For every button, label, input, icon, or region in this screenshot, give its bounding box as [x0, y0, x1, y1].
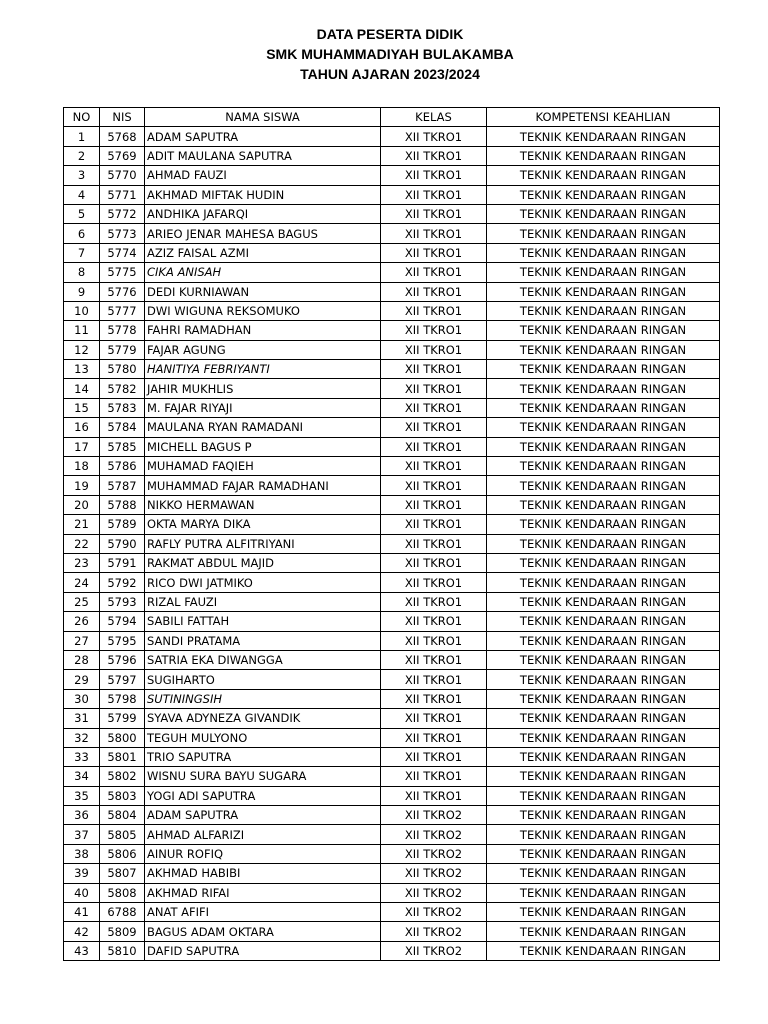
table-row	[64, 263, 720, 282]
cell-kompetensi-keahlian: TEKNIK KENDARAAN RINGAN	[487, 263, 720, 282]
cell-nis: 5785	[100, 437, 145, 456]
cell-kelas: XII TKRO1	[381, 747, 487, 766]
cell-no: 18	[64, 457, 100, 476]
cell-nis: 5780	[100, 360, 145, 379]
cell-nis: 5770	[100, 166, 145, 185]
cell-nis: 5798	[100, 689, 145, 708]
cell-kelas: XII TKRO1	[381, 301, 487, 320]
cell-nis: 5810	[100, 941, 145, 960]
table-row	[64, 806, 720, 825]
cell-kompetensi-keahlian: TEKNIK KENDARAAN RINGAN	[487, 146, 720, 165]
cell-no: 34	[64, 767, 100, 786]
cell-kelas: XII TKRO1	[381, 573, 487, 592]
cell-nis: 5808	[100, 883, 145, 902]
cell-no: 13	[64, 360, 100, 379]
cell-kelas: XII TKRO1	[381, 340, 487, 359]
cell-kompetensi-keahlian: TEKNIK KENDARAAN RINGAN	[487, 650, 720, 669]
cell-kompetensi-keahlian: TEKNIK KENDARAAN RINGAN	[487, 592, 720, 611]
cell-no: 21	[64, 515, 100, 534]
cell-no: 14	[64, 379, 100, 398]
cell-no: 15	[64, 398, 100, 417]
cell-nama-siswa: AKHMAD MIFTAK HUDIN	[145, 185, 381, 204]
cell-no: 23	[64, 553, 100, 572]
cell-kelas: XII TKRO1	[381, 553, 487, 572]
table-row	[64, 903, 720, 922]
cell-nis: 5791	[100, 553, 145, 572]
cell-no: 5	[64, 204, 100, 223]
table-row	[64, 457, 720, 476]
table-row	[64, 476, 720, 495]
table-row	[64, 282, 720, 301]
cell-nama-siswa: ANAT AFIFI	[145, 903, 381, 922]
cell-kelas: XII TKRO1	[381, 534, 487, 553]
table-row	[64, 631, 720, 650]
cell-kelas: XII TKRO2	[381, 825, 487, 844]
cell-nama-siswa: ADIT MAULANA SAPUTRA	[145, 146, 381, 165]
cell-kompetensi-keahlian: TEKNIK KENDARAAN RINGAN	[487, 747, 720, 766]
cell-kelas: XII TKRO1	[381, 379, 487, 398]
document-heading	[0, 24, 768, 84]
cell-kompetensi-keahlian: TEKNIK KENDARAAN RINGAN	[487, 495, 720, 514]
cell-nama-siswa: ANDHIKA JAFARQI	[145, 204, 381, 223]
cell-kompetensi-keahlian: TEKNIK KENDARAAN RINGAN	[487, 903, 720, 922]
cell-no: 10	[64, 301, 100, 320]
cell-no: 2	[64, 146, 100, 165]
cell-kompetensi-keahlian: TEKNIK KENDARAAN RINGAN	[487, 864, 720, 883]
table-header-row	[64, 108, 720, 127]
cell-nis: 5784	[100, 418, 145, 437]
table-row	[64, 553, 720, 572]
academic-year: TAHUN AJARAN 2023/2024	[300, 66, 480, 82]
table-row	[64, 767, 720, 786]
cell-no: 4	[64, 185, 100, 204]
cell-kelas: XII TKRO2	[381, 864, 487, 883]
cell-nis: 5793	[100, 592, 145, 611]
cell-nama-siswa: AHMAD ALFARIZI	[145, 825, 381, 844]
cell-nis: 5806	[100, 844, 145, 863]
cell-kelas: XII TKRO1	[381, 437, 487, 456]
cell-kelas: XII TKRO1	[381, 360, 487, 379]
cell-kelas: XII TKRO1	[381, 398, 487, 417]
cell-kompetensi-keahlian: TEKNIK KENDARAAN RINGAN	[487, 185, 720, 204]
cell-nama-siswa: ADAM SAPUTRA	[145, 806, 381, 825]
cell-nis: 5787	[100, 476, 145, 495]
cell-kelas: XII TKRO2	[381, 922, 487, 941]
cell-nama-siswa: AKHMAD HABIBI	[145, 864, 381, 883]
cell-nis: 5805	[100, 825, 145, 844]
table-row	[64, 825, 720, 844]
cell-kompetensi-keahlian: TEKNIK KENDARAAN RINGAN	[487, 301, 720, 320]
cell-nis: 5794	[100, 612, 145, 631]
cell-kelas: XII TKRO1	[381, 263, 487, 282]
cell-kompetensi-keahlian: TEKNIK KENDARAAN RINGAN	[487, 476, 720, 495]
cell-nis: 5802	[100, 767, 145, 786]
cell-nis: 5771	[100, 185, 145, 204]
table-row	[64, 728, 720, 747]
cell-nis: 5800	[100, 728, 145, 747]
cell-nis: 5789	[100, 515, 145, 534]
cell-no: 29	[64, 670, 100, 689]
cell-nama-siswa: SYAVA ADYNEZA GIVANDIK	[145, 709, 381, 728]
cell-nama-siswa: RAFLY PUTRA ALFITRIYANI	[145, 534, 381, 553]
cell-kelas: XII TKRO1	[381, 728, 487, 747]
table-row	[64, 747, 720, 766]
cell-nama-siswa: YOGI ADI SAPUTRA	[145, 786, 381, 805]
cell-no: 3	[64, 166, 100, 185]
cell-kompetensi-keahlian: TEKNIK KENDARAAN RINGAN	[487, 631, 720, 650]
cell-kompetensi-keahlian: TEKNIK KENDARAAN RINGAN	[487, 398, 720, 417]
table-row	[64, 360, 720, 379]
cell-nis: 5786	[100, 457, 145, 476]
cell-no: 17	[64, 437, 100, 456]
cell-no: 28	[64, 650, 100, 669]
table-row	[64, 883, 720, 902]
cell-nis: 5774	[100, 243, 145, 262]
cell-kompetensi-keahlian: TEKNIK KENDARAAN RINGAN	[487, 282, 720, 301]
cell-kelas: XII TKRO1	[381, 146, 487, 165]
cell-nama-siswa: AKHMAD RIFAI	[145, 883, 381, 902]
table-row	[64, 534, 720, 553]
cell-kompetensi-keahlian: TEKNIK KENDARAAN RINGAN	[487, 728, 720, 747]
cell-nis: 5795	[100, 631, 145, 650]
cell-nis: 5776	[100, 282, 145, 301]
table-row	[64, 437, 720, 456]
cell-kompetensi-keahlian: TEKNIK KENDARAAN RINGAN	[487, 379, 720, 398]
cell-kompetensi-keahlian: TEKNIK KENDARAAN RINGAN	[487, 786, 720, 805]
cell-nama-siswa: CIKA ANISAH	[145, 263, 381, 282]
table-row	[64, 418, 720, 437]
cell-no: 24	[64, 573, 100, 592]
cell-no: 7	[64, 243, 100, 262]
cell-no: 41	[64, 903, 100, 922]
cell-nis: 5809	[100, 922, 145, 941]
school-name: SMK MUHAMMADIYAH BULAKAMBA	[266, 46, 514, 62]
cell-kompetensi-keahlian: TEKNIK KENDARAAN RINGAN	[487, 883, 720, 902]
table-row	[64, 515, 720, 534]
cell-nis: 5775	[100, 263, 145, 282]
cell-no: 11	[64, 321, 100, 340]
cell-kompetensi-keahlian: TEKNIK KENDARAAN RINGAN	[487, 243, 720, 262]
cell-kompetensi-keahlian: TEKNIK KENDARAAN RINGAN	[487, 709, 720, 728]
cell-nama-siswa: SABILI FATTAH	[145, 612, 381, 631]
cell-nama-siswa: MUHAMAD FAQIEH	[145, 457, 381, 476]
cell-nama-siswa: ARIEO JENAR MAHESA BAGUS	[145, 224, 381, 243]
cell-kompetensi-keahlian: TEKNIK KENDARAAN RINGAN	[487, 689, 720, 708]
cell-no: 30	[64, 689, 100, 708]
cell-kompetensi-keahlian: TEKNIK KENDARAAN RINGAN	[487, 418, 720, 437]
table-row	[64, 398, 720, 417]
header-nis: NIS	[100, 108, 145, 127]
cell-nis: 5803	[100, 786, 145, 805]
cell-kelas: XII TKRO2	[381, 903, 487, 922]
cell-nama-siswa: WISNU SURA BAYU SUGARA	[145, 767, 381, 786]
table-row	[64, 670, 720, 689]
cell-kelas: XII TKRO1	[381, 321, 487, 340]
cell-kompetensi-keahlian: TEKNIK KENDARAAN RINGAN	[487, 515, 720, 534]
cell-nama-siswa: FAHRI RAMADHAN	[145, 321, 381, 340]
cell-nis: 5782	[100, 379, 145, 398]
cell-kelas: XII TKRO2	[381, 844, 487, 863]
cell-kelas: XII TKRO2	[381, 941, 487, 960]
cell-nama-siswa: M. FAJAR RIYAJI	[145, 398, 381, 417]
cell-nama-siswa: OKTA MARYA DIKA	[145, 515, 381, 534]
table-row	[64, 301, 720, 320]
cell-kompetensi-keahlian: TEKNIK KENDARAAN RINGAN	[487, 360, 720, 379]
cell-nis: 5792	[100, 573, 145, 592]
table-row	[64, 592, 720, 611]
cell-kelas: XII TKRO1	[381, 786, 487, 805]
cell-no: 42	[64, 922, 100, 941]
cell-nis: 5777	[100, 301, 145, 320]
table-row	[64, 495, 720, 514]
cell-no: 39	[64, 864, 100, 883]
cell-kompetensi-keahlian: TEKNIK KENDARAAN RINGAN	[487, 340, 720, 359]
cell-kompetensi-keahlian: TEKNIK KENDARAAN RINGAN	[487, 553, 720, 572]
table-row	[64, 127, 720, 146]
cell-no: 22	[64, 534, 100, 553]
cell-kompetensi-keahlian: TEKNIK KENDARAAN RINGAN	[487, 941, 720, 960]
cell-nama-siswa: DEDI KURNIAWAN	[145, 282, 381, 301]
header-kompetensi-keahlian: KOMPETENSI KEAHLIAN	[487, 108, 720, 127]
cell-kelas: XII TKRO2	[381, 883, 487, 902]
cell-kelas: XII TKRO1	[381, 185, 487, 204]
cell-no: 9	[64, 282, 100, 301]
cell-nis: 5768	[100, 127, 145, 146]
cell-nama-siswa: AZIZ FAISAL AZMI	[145, 243, 381, 262]
cell-kompetensi-keahlian: TEKNIK KENDARAAN RINGAN	[487, 127, 720, 146]
table-row	[64, 844, 720, 863]
cell-kompetensi-keahlian: TEKNIK KENDARAAN RINGAN	[487, 612, 720, 631]
table-row	[64, 224, 720, 243]
cell-nama-siswa: FAJAR AGUNG	[145, 340, 381, 359]
cell-kompetensi-keahlian: TEKNIK KENDARAAN RINGAN	[487, 204, 720, 223]
cell-nis: 5797	[100, 670, 145, 689]
cell-nama-siswa: DWI WIGUNA REKSOMUKO	[145, 301, 381, 320]
cell-kelas: XII TKRO1	[381, 631, 487, 650]
cell-no: 8	[64, 263, 100, 282]
cell-nis: 5796	[100, 650, 145, 669]
cell-nama-siswa: AHMAD FAUZI	[145, 166, 381, 185]
cell-no: 35	[64, 786, 100, 805]
cell-nama-siswa: NIKKO HERMAWAN	[145, 495, 381, 514]
header-no: NO	[64, 108, 100, 127]
cell-kelas: XII TKRO1	[381, 670, 487, 689]
table-row	[64, 922, 720, 941]
cell-kompetensi-keahlian: TEKNIK KENDARAAN RINGAN	[487, 767, 720, 786]
cell-kelas: XII TKRO1	[381, 515, 487, 534]
cell-kompetensi-keahlian: TEKNIK KENDARAAN RINGAN	[487, 437, 720, 456]
cell-kompetensi-keahlian: TEKNIK KENDARAAN RINGAN	[487, 534, 720, 553]
table-row	[64, 573, 720, 592]
cell-no: 16	[64, 418, 100, 437]
cell-kelas: XII TKRO1	[381, 457, 487, 476]
cell-kompetensi-keahlian: TEKNIK KENDARAAN RINGAN	[487, 922, 720, 941]
cell-no: 33	[64, 747, 100, 766]
cell-kelas: XII TKRO1	[381, 592, 487, 611]
cell-no: 36	[64, 806, 100, 825]
cell-nis: 5790	[100, 534, 145, 553]
cell-kompetensi-keahlian: TEKNIK KENDARAAN RINGAN	[487, 166, 720, 185]
cell-no: 6	[64, 224, 100, 243]
table-row	[64, 709, 720, 728]
cell-kelas: XII TKRO2	[381, 806, 487, 825]
table-row	[64, 166, 720, 185]
cell-nama-siswa: TEGUH MULYONO	[145, 728, 381, 747]
cell-no: 12	[64, 340, 100, 359]
table-row	[64, 941, 720, 960]
cell-nis: 5801	[100, 747, 145, 766]
student-table	[63, 107, 720, 961]
cell-nis: 5769	[100, 146, 145, 165]
cell-kompetensi-keahlian: TEKNIK KENDARAAN RINGAN	[487, 457, 720, 476]
cell-kelas: XII TKRO1	[381, 476, 487, 495]
table-row	[64, 146, 720, 165]
cell-no: 40	[64, 883, 100, 902]
cell-nis: 5804	[100, 806, 145, 825]
cell-nama-siswa: JAHIR MUKHLIS	[145, 379, 381, 398]
table-row	[64, 340, 720, 359]
cell-no: 43	[64, 941, 100, 960]
cell-nis: 5772	[100, 204, 145, 223]
cell-kelas: XII TKRO1	[381, 709, 487, 728]
table-row	[64, 185, 720, 204]
cell-kelas: XII TKRO1	[381, 243, 487, 262]
cell-no: 25	[64, 592, 100, 611]
cell-kompetensi-keahlian: TEKNIK KENDARAAN RINGAN	[487, 573, 720, 592]
table-row	[64, 786, 720, 805]
cell-nama-siswa: MICHELL BAGUS P	[145, 437, 381, 456]
table-row	[64, 689, 720, 708]
cell-kelas: XII TKRO1	[381, 495, 487, 514]
cell-no: 37	[64, 825, 100, 844]
cell-kelas: XII TKRO1	[381, 166, 487, 185]
cell-nama-siswa: MUHAMMAD FAJAR RAMADHANI	[145, 476, 381, 495]
cell-nis: 5778	[100, 321, 145, 340]
table-row	[64, 379, 720, 398]
cell-kompetensi-keahlian: TEKNIK KENDARAAN RINGAN	[487, 844, 720, 863]
cell-kelas: XII TKRO1	[381, 650, 487, 669]
cell-nama-siswa: ADAM SAPUTRA	[145, 127, 381, 146]
cell-nama-siswa: HANITIYA FEBRIYANTI	[145, 360, 381, 379]
cell-nis: 5788	[100, 495, 145, 514]
cell-kompetensi-keahlian: TEKNIK KENDARAAN RINGAN	[487, 321, 720, 340]
cell-kelas: XII TKRO1	[381, 689, 487, 708]
table-row	[64, 864, 720, 883]
cell-kelas: XII TKRO1	[381, 612, 487, 631]
cell-nis: 5807	[100, 864, 145, 883]
cell-kompetensi-keahlian: TEKNIK KENDARAAN RINGAN	[487, 806, 720, 825]
header-kelas: KELAS	[381, 108, 487, 127]
cell-nama-siswa: RICO DWI JATMIKO	[145, 573, 381, 592]
cell-no: 26	[64, 612, 100, 631]
cell-nama-siswa: SANDI PRATAMA	[145, 631, 381, 650]
cell-kompetensi-keahlian: TEKNIK KENDARAAN RINGAN	[487, 670, 720, 689]
cell-kelas: XII TKRO1	[381, 767, 487, 786]
table-row	[64, 243, 720, 262]
cell-nis: 5779	[100, 340, 145, 359]
table-body	[64, 127, 720, 961]
cell-kelas: XII TKRO1	[381, 418, 487, 437]
cell-nama-siswa: SUTININGSIH	[145, 689, 381, 708]
cell-nama-siswa: SUGIHARTO	[145, 670, 381, 689]
cell-nama-siswa: RIZAL FAUZI	[145, 592, 381, 611]
cell-kelas: XII TKRO1	[381, 224, 487, 243]
cell-nama-siswa: AINUR ROFIQ	[145, 844, 381, 863]
cell-nis: 5773	[100, 224, 145, 243]
cell-kelas: XII TKRO1	[381, 282, 487, 301]
cell-no: 31	[64, 709, 100, 728]
cell-nama-siswa: BAGUS ADAM OKTARA	[145, 922, 381, 941]
cell-nama-siswa: MAULANA RYAN RAMADANI	[145, 418, 381, 437]
cell-no: 1	[64, 127, 100, 146]
cell-no: 27	[64, 631, 100, 650]
cell-nama-siswa: SATRIA EKA DIWANGGA	[145, 650, 381, 669]
cell-kompetensi-keahlian: TEKNIK KENDARAAN RINGAN	[487, 825, 720, 844]
cell-nis: 6788	[100, 903, 145, 922]
table-row	[64, 321, 720, 340]
document-title: DATA PESERTA DIDIK	[316, 26, 464, 42]
table-row	[64, 204, 720, 223]
cell-nama-siswa: TRIO SAPUTRA	[145, 747, 381, 766]
cell-no: 20	[64, 495, 100, 514]
cell-no: 38	[64, 844, 100, 863]
cell-nama-siswa: DAFID SAPUTRA	[145, 941, 381, 960]
cell-no: 32	[64, 728, 100, 747]
cell-nama-siswa: RAKMAT ABDUL MAJID	[145, 553, 381, 572]
cell-kelas: XII TKRO1	[381, 204, 487, 223]
cell-nis: 5799	[100, 709, 145, 728]
header-nama-siswa: NAMA SISWA	[145, 108, 381, 127]
cell-no: 19	[64, 476, 100, 495]
table-row	[64, 612, 720, 631]
table-row	[64, 650, 720, 669]
cell-nis: 5783	[100, 398, 145, 417]
cell-kelas: XII TKRO1	[381, 127, 487, 146]
cell-kompetensi-keahlian: TEKNIK KENDARAAN RINGAN	[487, 224, 720, 243]
